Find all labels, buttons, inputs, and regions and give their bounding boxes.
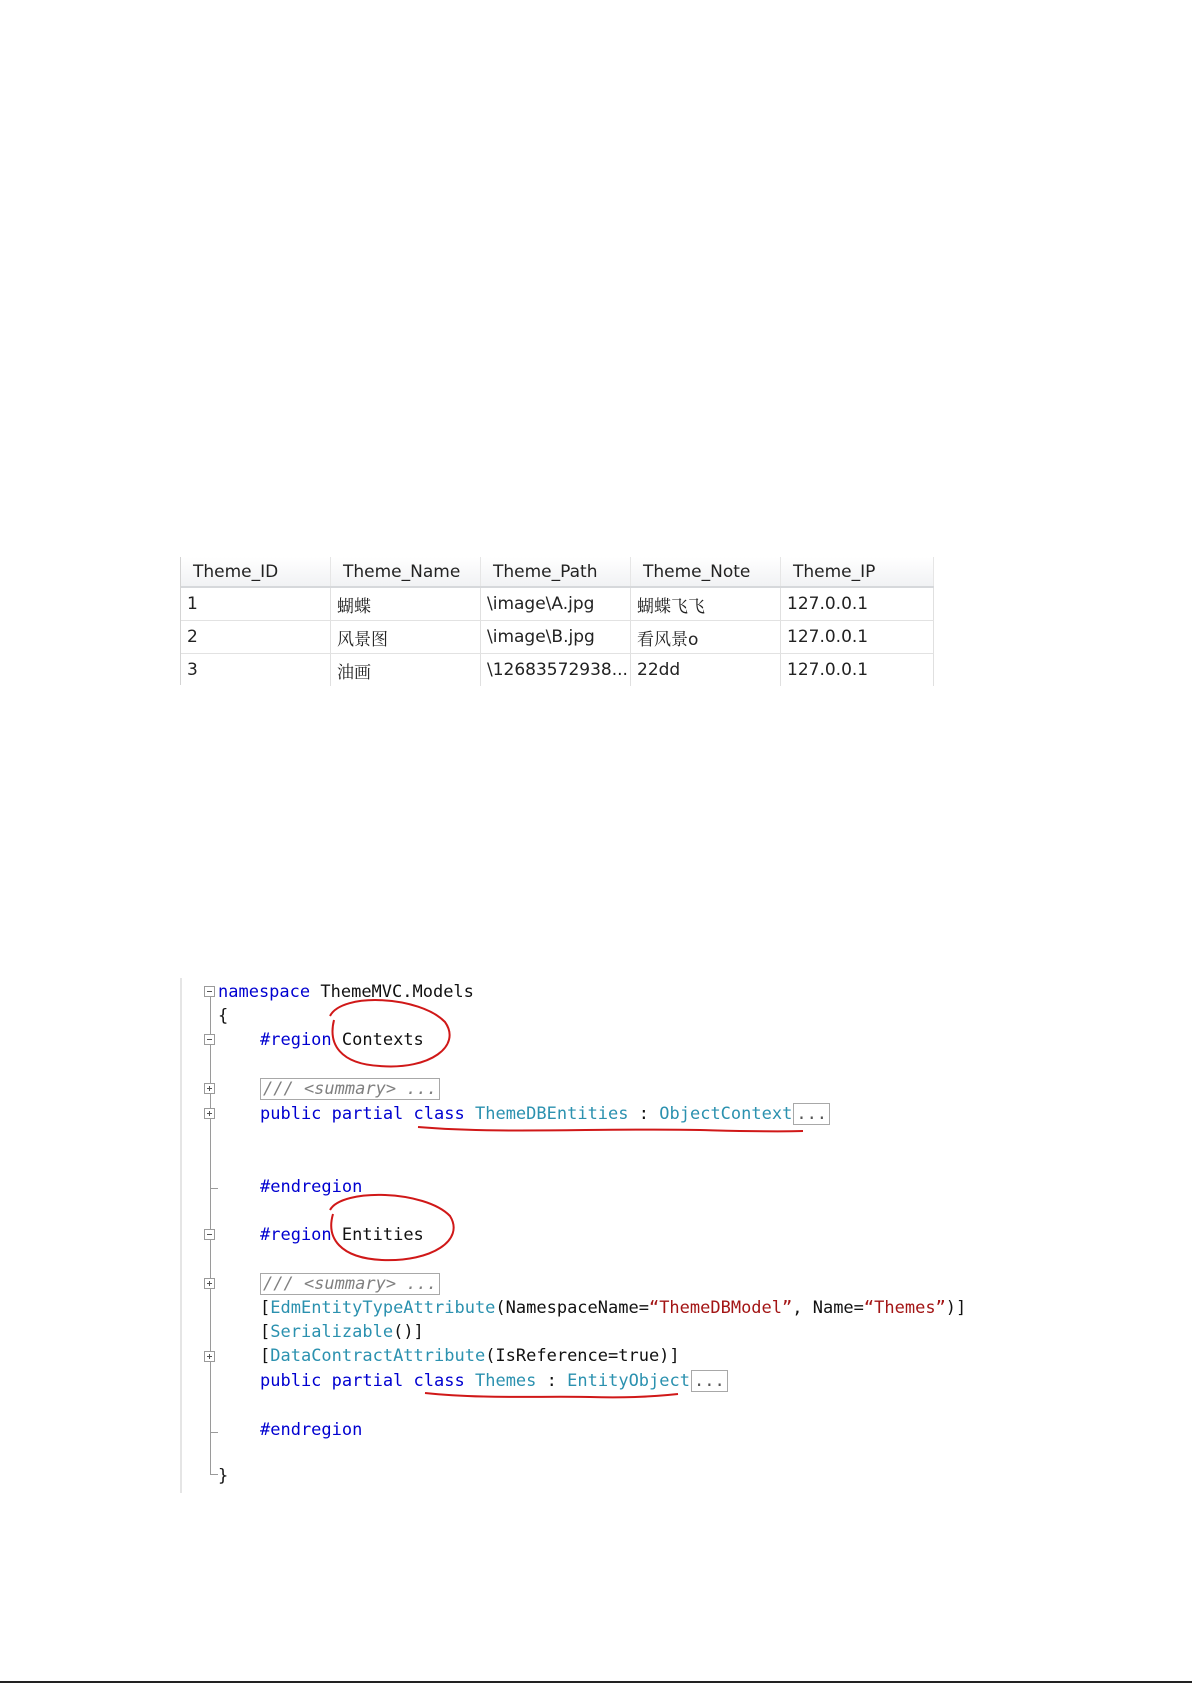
colon: : — [546, 1371, 557, 1391]
column-header-theme-id[interactable]: Theme_ID — [181, 557, 331, 586]
keyword: class — [413, 1371, 465, 1391]
column-header-theme-path[interactable]: Theme_Path — [481, 557, 631, 586]
table-row[interactable] — [181, 654, 934, 686]
underline-annotation — [425, 1393, 678, 1397]
attribute-name: EdmEntityTypeAttribute — [270, 1298, 496, 1318]
column-header-theme-ip[interactable]: Theme_IP — [781, 557, 934, 586]
underline-annotation — [418, 1127, 803, 1131]
column-header-theme-name[interactable]: Theme_Name — [331, 557, 481, 586]
keyword: namespace — [218, 982, 311, 1002]
attribute-name: DataContractAttribute — [270, 1346, 486, 1366]
table-cell[interactable]: 3 — [181, 654, 331, 686]
endregion-keyword: #endregion — [260, 1177, 363, 1197]
bracket: [ — [260, 1298, 271, 1318]
bracket: [ — [260, 1322, 271, 1342]
attribute-end: ()] — [393, 1322, 424, 1342]
brace: { — [218, 1006, 229, 1026]
table-cell[interactable]: 蝴蝶 — [331, 588, 481, 620]
bracket: [ — [260, 1346, 271, 1366]
endregion-keyword: #endregion — [260, 1420, 363, 1440]
code-editor[interactable] — [180, 978, 1000, 1493]
class-name: Themes — [474, 1371, 537, 1391]
page-bottom-rule — [0, 1681, 1192, 1683]
table-cell[interactable]: 看风景o — [631, 621, 781, 653]
string-literal: “ThemeDBModel” — [648, 1298, 793, 1318]
collapsed-summary[interactable]: /// <summary> ... — [260, 1078, 440, 1100]
table-cell[interactable]: \image\B.jpg — [481, 621, 631, 653]
attribute-args: , Name= — [792, 1298, 864, 1318]
red-annotations — [180, 978, 1000, 1493]
table-cell[interactable]: 油画 — [331, 654, 481, 686]
keyword: class — [413, 1104, 465, 1124]
region-keyword: #region — [260, 1030, 332, 1050]
colon: : — [638, 1104, 650, 1124]
table-row[interactable] — [181, 621, 934, 654]
attribute-end: )] — [945, 1298, 967, 1318]
class-name: ThemeDBEntities — [474, 1104, 629, 1124]
keyword: public partial — [260, 1104, 404, 1124]
table-cell[interactable]: 2 — [181, 621, 331, 653]
attribute-name: Serializable — [270, 1322, 394, 1342]
column-header-theme-note[interactable]: Theme_Note — [631, 557, 781, 586]
region-name: Contexts — [341, 1030, 424, 1050]
base-type: ObjectContext — [659, 1104, 793, 1124]
attribute-args: (NamespaceName= — [495, 1298, 649, 1318]
region-keyword: #region — [260, 1225, 332, 1245]
table-cell[interactable]: \image\A.jpg — [481, 588, 631, 620]
table-cell[interactable]: 127.0.0.1 — [781, 621, 934, 653]
table-cell[interactable]: 蝴蝶飞飞 — [631, 588, 781, 620]
collapsed-summary[interactable]: /// <summary> ... — [260, 1273, 440, 1295]
region-name: Entities — [341, 1225, 424, 1245]
collapsed-body[interactable]: ... — [793, 1103, 830, 1125]
keyword: public partial — [260, 1371, 404, 1391]
base-type: EntityObject — [567, 1371, 690, 1391]
attribute-args: (IsReference=true)] — [485, 1346, 680, 1366]
theme-table — [180, 557, 934, 685]
circle-annotation — [330, 1195, 454, 1260]
table-header — [181, 557, 934, 588]
circle-annotation — [330, 1000, 450, 1066]
namespace-name: ThemeMVC.Models — [320, 982, 474, 1002]
table-row[interactable] — [181, 588, 934, 621]
brace: } — [218, 1466, 229, 1486]
table-cell[interactable]: 风景图 — [331, 621, 481, 653]
collapsed-body[interactable]: ... — [691, 1370, 728, 1392]
table-cell[interactable]: 22dd — [631, 654, 781, 686]
string-literal: “Themes” — [863, 1298, 946, 1318]
table-cell[interactable]: 1 — [181, 588, 331, 620]
table-cell[interactable]: 127.0.0.1 — [781, 654, 934, 686]
table-cell[interactable]: 127.0.0.1 — [781, 588, 934, 620]
table-cell[interactable]: \12683572938... — [481, 654, 631, 686]
